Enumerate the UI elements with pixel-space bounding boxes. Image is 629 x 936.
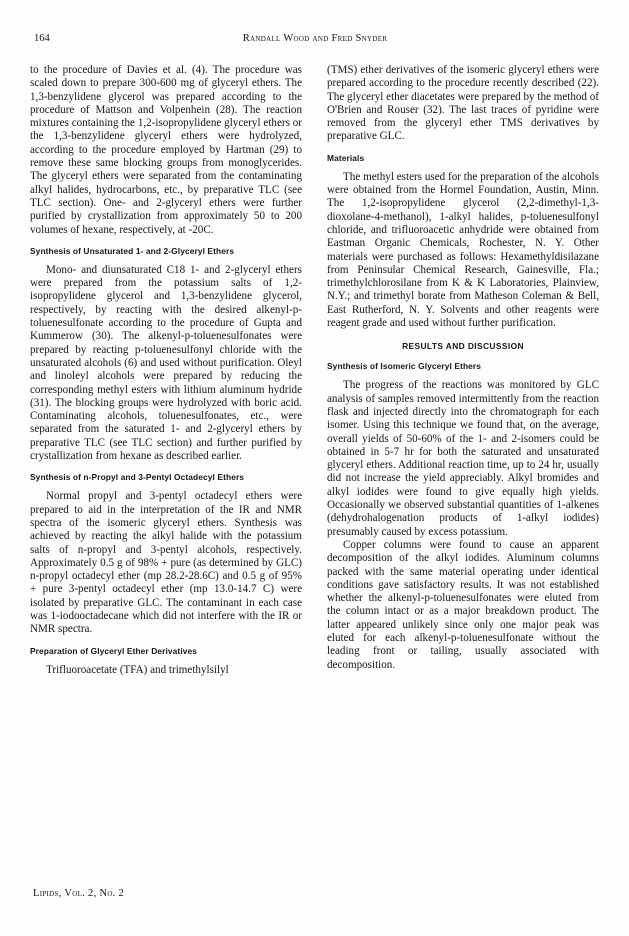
- paragraph: Mono- and diunsaturated C18 1- and 2-glyceryl ethers were prepared from the potassium salts of 1,2-isopropylidene glycerol and 1,3-benzylidene glycerol, respectively, by reacting with the desired alkenyl-p-toluenesulfonate according to the procedure of Gupta and Kummerow (30). The alkenyl-p-toluenesulfonates were prepared by reacting p-toluenesulfonyl chloride with the unsaturated alcohols (6) and used without purification. Oleyl and linoleyl alcohols were prepared by reducing the corresponding methyl esters with lithium aluminum hydride (31). The blocking groups were hydrolyzed with boric acid. Contaminating alcohols, toluenesulfonates, etc., were separated from the saturated 1- and 2-glyceryl ethers by preparative TLC (see TLC section) and further purified by crystallization from hexane as described earlier.: [30, 263, 302, 463]
- section-heading: Synthesis of n-Propyl and 3-Pentyl Octadecyl Ethers: [30, 472, 245, 483]
- paragraph: (TMS) ether derivatives of the isomeric glyceryl ethers were prepared according to the procedure recently described (22). The glyceryl ether diacetates were prepared by the method of O'Brien and Rouser (32). The last traces of pyridine were removed from the glyceryl ether TMS derivatives by preparative GLC.: [327, 64, 599, 143]
- paragraph: The progress of the reactions was monitored by GLC analysis of samples removed intermittently from the reaction flask and injected directly into the chromatograph for each isomer. Using this technique we found that, on the average, overall yields of 50-60% of the 1- and 2-isomers could be obtained in 5-7 hr for both the saturated and unsaturated glyceryl ethers. Additional reaction time, up to 24 hr, usually did not increase the yield appreciably. Alkyl bromides and alkyl iodides were found to give equally high yields. Occasionally we observed substantial quantities of 1-alkenes (dehydrohalogenation products of 1-alkyl iodides) presumably caused by excess potassium.: [327, 379, 599, 538]
- running-header: [34, 33, 596, 47]
- section-heading: Synthesis of Isomeric Glyceryl Ethers: [327, 361, 482, 372]
- paragraph: Copper columns were found to cause an apparent decomposition of the alkyl iodides. Aluminum columns packed with the same material operating under identical conditions gave satisfactory results. It was not established whether the alkenyl-p-toluenesulfonates were eluted from the column intact or as a major breakdown product. The latter appeared unlikely since only one major peak was eluted for each alkenyl-p-toluenesulfonate without the leading front or tailing, usually associated with decomposition.: [327, 538, 599, 671]
- page-number: 164: [34, 33, 50, 44]
- section-heading: Materials: [327, 152, 365, 163]
- right-column: [327, 64, 599, 884]
- left-column: [30, 64, 302, 884]
- section-title: RESULTS AND DISCUSSION: [402, 341, 524, 352]
- section-heading: Synthesis of Unsaturated 1- and 2-Glyceryl Ethers: [30, 245, 235, 256]
- paragraph: Trifluoroacetate (TFA) and trimethylsilyl: [46, 663, 229, 676]
- journal-footer: Lipids, Vol. 2, No. 2: [33, 888, 125, 899]
- paragraph: to the procedure of Davies et al. (4). The procedure was scaled down to prepare 300-600 mg of glyceryl ethers. The 1,3-benzylidene glycerol was prepared according to the procedure of Mattson and Volpenhein (28). The reaction mixtures containing the 1,2-isopropylidene glyceryl ethers or the 1,3-benzylidene glyceryl ethers were hydrolyzed, according to the procedure employed by Hartman (29) to remove these same blocking groups from monoglycerides. The glyceryl ethers were separated from the contaminating alkyl halides, hydrocarbons, etc., by preparative TLC (see TLC section). One- and 2-glyceryl ethers were further purified by crystallization from approximately 50 to 200 volumes of hexane, respectively, at -20C.: [30, 64, 302, 236]
- paragraph: The methyl esters used for the preparation of the alcohols were obtained from the Hormel Foundation, Austin, Minn. The 1,2-isopropylidene glycerol (2,2-dimethyl-1,3-dioxolane-4-methanol), 1-alkyl halides, p-toluenesulfonyl chloride, and trifluoroacetic anhydride were obtained from Eastman Organic Chemicals, Rochester, N. Y. Other materials were purchased as follows: Hexamethyldisilazane from Peninsular Chemical Research, Gainesville, Fla.; trimethylchlorosilane from K & K Laboratories, Plainview, N.Y.; and trimethyl borate from Matheson Coleman & Bell, East Rutherford, N. Y. Solvents and other reagents were reagent grade and used without further purification.: [327, 170, 599, 330]
- paragraph: Normal propyl and 3-pentyl octadecyl ethers were prepared to aid in the interpretation of the IR and NMR spectra of the isomeric glyceryl ethers. Synthesis was achieved by reacting the alkyl halide with the potassium salts of n-propyl and 3-pentyl alcohols, respectively. Approximately 0.5 g of 98% + pure (as determined by GLC) n-propyl octadecyl ether (mp 28.2-28.6C) and 0.5 g of 95% + pure 3-pentyl octadecyl ether (mp 13.0-14.7 C) were isolated by preparative GLC. The contaminant in each case was 1-iodooctadecane which did not interfere with the IR or NMR spectra.: [30, 490, 302, 636]
- running-authors: Randall Wood and Fred Snyder: [242, 33, 388, 44]
- section-heading: Preparation of Glyceryl Ether Derivatives: [30, 645, 198, 656]
